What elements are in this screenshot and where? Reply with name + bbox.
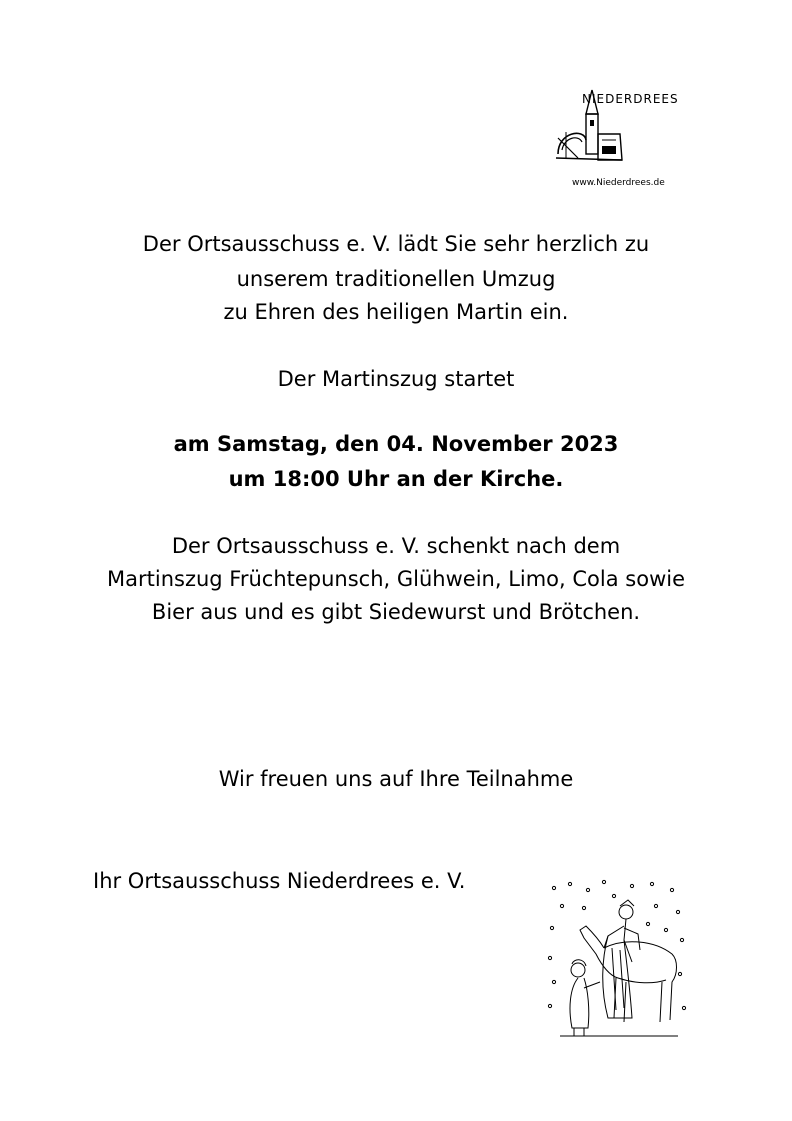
saint-martin-illustration-icon [544, 878, 690, 1040]
invitation-line-1: Der Ortsausschuss e. V. lädt Sie sehr herzlich zu [142, 232, 650, 256]
gift-line-1: Der Ortsausschuss e. V. schenkt nach dem [171, 534, 621, 558]
logo-url: www.Niederdrees.de [572, 178, 665, 188]
event-date: am Samstag, den 04. November 2023 [173, 432, 619, 456]
event-time: um 18:00 Uhr an der Kirche. [228, 467, 564, 491]
start-line: Der Martinszug startet [277, 367, 515, 391]
logo-title: NIEDERDREES [582, 92, 679, 106]
gift-line-3: Bier aus und es gibt Siedewurst und Brötchen. [151, 600, 641, 624]
invitation-line-3: zu Ehren des heiligen Martin ein. [223, 300, 569, 324]
closing-line: Wir freuen uns auf Ihre Teilnahme [218, 767, 574, 791]
invitation-line-2: unserem traditionellen Umzug [236, 267, 556, 291]
niederdrees-logo [552, 88, 684, 194]
signature: Ihr Ortsausschuss Niederdrees e. V. [93, 869, 466, 893]
gift-line-2: Martinszug Früchtepunsch, Glühwein, Limo, Cola sowie [107, 567, 685, 591]
